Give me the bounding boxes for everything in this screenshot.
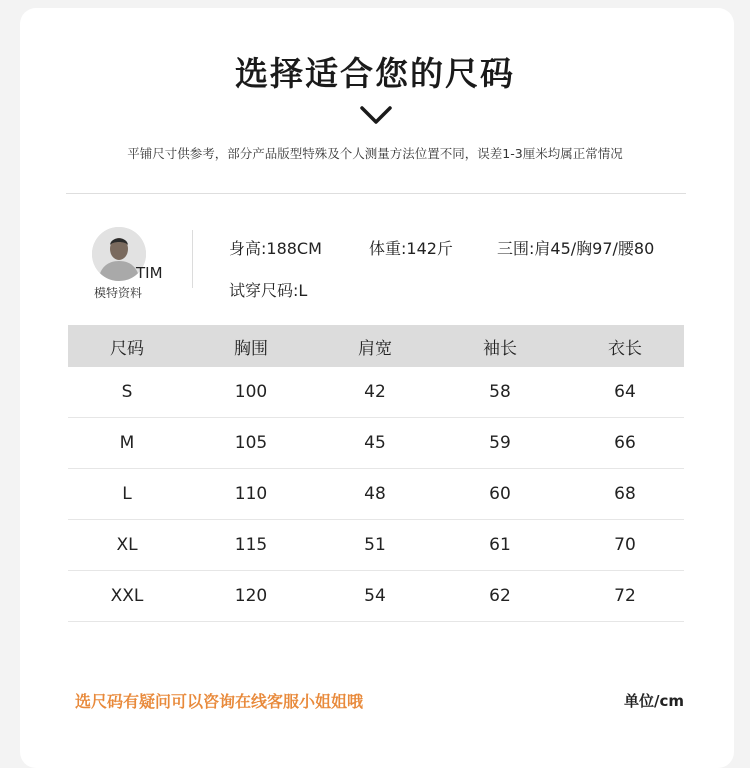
header-shoulder: 肩宽 [358,338,392,359]
header-length: 衣长 [608,338,642,359]
cell-chest: 110 [234,484,268,504]
cell-length: 72 [614,586,636,606]
cell-shoulder: 51 [364,535,386,555]
table-row [68,367,684,418]
table-header [68,325,684,367]
cell-length: 66 [614,433,636,453]
cell-chest: 115 [234,535,268,555]
vertical-divider [192,230,193,288]
cell-sleeve: 60 [489,484,511,504]
cell-shoulder: 42 [364,382,386,402]
model-height: 身高:188CM [229,239,322,258]
cell-shoulder: 45 [364,433,386,453]
header-size: 尺码 [110,338,144,359]
cell-sleeve: 58 [489,382,511,402]
model-tried-size: 试穿尺码:L [229,281,308,300]
model-name: TIM [136,264,163,282]
cell-chest: 105 [234,433,268,453]
customer-service-note: 选尺码有疑问可以咨询在线客服小姐姐哦 [75,692,364,711]
cell-sleeve: 61 [489,535,511,555]
table-row [68,520,684,571]
size-table [68,325,684,622]
cell-size: L [122,484,132,504]
cell-size: XL [116,535,138,555]
table-row [68,418,684,469]
cell-shoulder: 54 [364,586,386,606]
divider [66,193,686,194]
model-weight: 体重:142斤 [369,239,453,258]
model-measurements: 三围:肩45/胸97/腰80 [497,239,655,258]
cell-length: 70 [614,535,636,555]
model-caption: 模特资料 [94,286,143,300]
cell-size: XXL [110,586,144,606]
cell-size: S [121,382,133,402]
unit-label: 单位/cm [624,692,685,710]
cell-sleeve: 59 [489,433,511,453]
cell-chest: 100 [234,382,268,402]
header-sleeve: 袖长 [483,338,517,359]
cell-sleeve: 62 [489,586,511,606]
page-title: 选择适合您的尺码 [235,54,515,93]
chevron-down-icon [359,104,393,126]
table-row [68,469,684,520]
cell-length: 64 [614,382,636,402]
table-row [68,571,684,622]
cell-shoulder: 48 [364,484,386,504]
cell-length: 68 [614,484,636,504]
cell-size: M [119,433,135,453]
size-disclaimer: 平铺尺寸供参考，部分产品版型特殊及个人测量方法位置不同，误差1-3厘米均属正常情况 [127,146,623,161]
cell-chest: 120 [234,586,268,606]
header-chest: 胸围 [234,338,268,359]
